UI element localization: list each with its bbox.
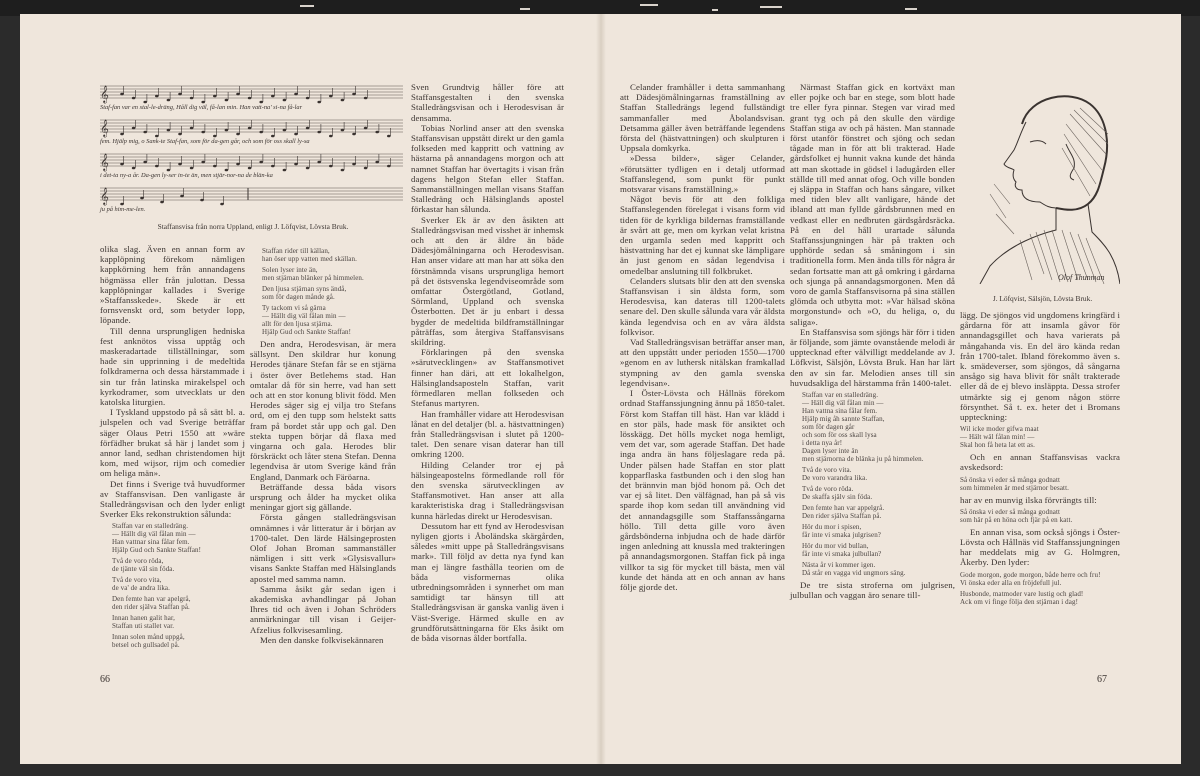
music-note [155, 135, 159, 138]
music-note [190, 167, 194, 170]
music-note [271, 165, 275, 168]
music-note [178, 93, 182, 96]
verse-line: Staffan var en stalledräng. [112, 522, 189, 531]
verse-stanza [802, 504, 955, 520]
music-note [155, 95, 159, 98]
music-note [387, 165, 391, 168]
verse-block [802, 391, 955, 577]
paragraph: Men den danske folkvisekännaren [260, 634, 384, 645]
music-note [220, 203, 224, 206]
paragraph: En Staffansvisa som sjöngs här förr i tiden är följande, som jämte ovanstående melodi är upptecknad efter välvilligt meddelande av J. Löfkvist, Sälsjön, Lövsta Bruk. Han har lärt den av sin far. Melodien anses till sin huvudsakliga del härstamma från 1400-talet. [790, 326, 955, 388]
portrait-caption: J. Löfqvist, Sälsjön, Lövsta Bruk. [992, 294, 1093, 303]
paragraph: Något bevis för att den folkliga Staffanslegenden förelegat i visans form vid tiden för de kyrkliga bildernas framställande är svårt att ge, men om kyrkan velat kristna den urgamla seden med kappritt och hästvattning har det ej kunnat ske lämpligare än just genom en sådan legendvisa i omedelbar anslutning till folkbruket. [620, 194, 785, 276]
verse-line: Den ljusa stjärnan syns ändå, [262, 285, 347, 293]
verse-line: Vi önska eder alla en fröjdefull jul. [960, 578, 1062, 587]
verse-line: Hjälp Gud och Sankte Staffan! [112, 546, 202, 555]
verse-line: den rider själva Staffan på. [112, 603, 190, 612]
music-note [132, 97, 136, 100]
verse-line: han öser upp vatten med skällan. [262, 255, 357, 263]
music-note [283, 99, 287, 102]
music-note [306, 167, 310, 170]
music-caption: Staffansvisa från norra Uppland, enligt J. Löfqvist, Lövsta Bruk. [157, 222, 349, 231]
music-note [120, 203, 124, 206]
music-note [352, 133, 356, 136]
treble-clef-icon: 𝄞 [100, 189, 109, 205]
music-note [190, 97, 194, 100]
music-note [329, 135, 333, 138]
music-note [283, 129, 287, 132]
music-note [294, 93, 298, 96]
verse-stanza [802, 561, 955, 577]
music-note [317, 161, 321, 164]
verse-stanza [112, 576, 245, 592]
verse-line: Innan hanen galit har, [112, 614, 175, 623]
paragraph: I Tyskland uppstodo på så sätt bl. a. julspelen och vad Sverige beträffar säger Olaus Petri 1550 att »wäre förfädher brukat så här j landet som j annor land, sedhan christendomen hijt kom, med wijsor, rijm och comedier om heliga män». [100, 407, 245, 479]
paragraph: Till denna ursprungligen hedniska fest anknötos vissa upptåg och maskeradartade tillställningar, som hade sin upprinning i de medeltida folkdramerna och dessa härstammade i sin tur från latinska mirakelspel och kyrkodramer, som utvecklats ur den katolska liturgien. [100, 325, 245, 408]
paragraph: Tobias Norlind anser att den svenska Staffansvisan uppstått direkt ur den gamla folkseden med kappritt och vattning av hästarna på annandagens morgon och att namnet Staffan har övertagits i visan från dagens helgon Stefan eller Staffan. Sammanställningen mellan visans Staffan Stalledräng och Hälsinglands apostel förkastar han sålunda. [411, 122, 564, 215]
paragraph: lägg. De sjöngos vid ungdomens kringfärd i gårdarna för att insamla gåvor för annandagsgillet och hava varierats på mångahanda vis. En del äro kända redan från 1700-talet. Ibland förekommo även s. k. smädeverser, som sjöngos, då sångarna ansågo sig hava blivit för snålt trakterade eller då de ej blevo insläppta. Dessa strofer utmärkte sig ej genom någon större försynthet. Så t. ex. heter det i Bromans uppteckning: [960, 310, 1120, 423]
page-number-right: 67 [1097, 674, 1107, 685]
verse-line: Han vattnar sina fålar fem. [112, 538, 190, 547]
verse-line: Innan solen månd uppgå, [112, 633, 185, 642]
music-note [225, 99, 229, 102]
verse-line: De skaffa själv sin föda. [802, 493, 873, 502]
music-note [317, 131, 321, 134]
verse-line: Den rider själva Staffan på. [802, 512, 882, 521]
verse-stanza [262, 247, 396, 263]
verse-line: — Hällt dig väl fålan min — [262, 312, 346, 320]
paragraph: I Öster-Lövsta och Hållnäs förekom ordnad Staffanssjungning ännu på 1850-talet. Först kom Staffan till häst. Han var klädd i en stor päls, hade mask för ansiktet och lösskägg. Det hölls mycket noga hemligt, vem det var, som agerade Staffan. Det hade inga andra än hans följeslagare reda på. Under pälsen hade Staffan en stor platt kopparflaska fastbunden och i den slog han det brännvin man bjöd honom på. Och det var ej så litet. Den välfägnad, han på så vis sparde ihop kom sedan till användning vid det annandagsgille som Staffanssångarna höllo. Till detta gille voro även gårdsbönderna inbjudna och de hade därför ingen anledning att knussla med trakteringen på annandagsmorgonen. Staffan fick på inga villkor ta sig för mycket till bästa, men väl kunde det hända att en och annan av hans följe gjorde det. [620, 388, 785, 592]
music-note [236, 93, 240, 96]
verse-line: De voro varandra lika. [802, 474, 868, 483]
paragraph: Celander framhåller i detta sammanhang att Dädesjömålningarnas framställning av Staffan Stalledrängs legend fullständigt sammanfaller med Åbolandsvisan. Detsamma gäller även beträffande legendens första del (hästvattningen) och skulpturen i Uppsala domkyrka. [620, 82, 785, 154]
music-note [248, 167, 252, 170]
music-note [294, 163, 298, 166]
music-note [143, 101, 147, 104]
verse-line: Gode morgon, gode morgon, både herre och fru! [960, 570, 1101, 579]
music-note [201, 161, 205, 164]
music-note [167, 169, 171, 172]
music-note [140, 197, 144, 200]
verse-line: som för dagen går [802, 423, 855, 432]
verse-line: — Hällt dig väl fålan min — [112, 530, 196, 539]
music-note [364, 127, 368, 130]
music-note [259, 131, 263, 134]
music-note [341, 169, 345, 172]
verse-stanza [112, 522, 245, 554]
music-lyric-line: Staf-fan var en stal-le-dräng, Håll dig väl, få-lan min. Han vatt-na' si-na få-lar [100, 104, 303, 111]
music-note [167, 99, 171, 102]
verse-stanza [802, 542, 955, 558]
paragraph: Beträffande dessa båda visors ursprung och ålder ha mycket olika meningar gjort sig gällande. [250, 481, 396, 513]
music-note [201, 101, 205, 104]
paragraph: Dessutom har ett fynd av Herodesvisan nyligen gjorts i Åboländska skärgården, således »mitt uppe på Stalledrängsvisans mark». Till följd av detta nya fynd kan man ej längre fasthålla teorien om de båda visformernas olika utbredningsområden i synnerhet om man samtidigt tar hänsyn till att Stalledrängsvisan är ganska vanlig även i Väst-Sverige. Härmed skulle en av grundförutsättningarna för Eks åsikt om de båda visornas ålder bortfalla. [411, 520, 564, 643]
paragraph: Celanders slutsats blir den att den svenska Staffansvisan i sin äldsta form, som Herodesvisa, kan dateras till 1200-talets senare del. Den skulle sålunda vara vår äldsta kända legendvisa och en av våra äldsta folkvisor. [620, 275, 785, 337]
music-note [364, 167, 368, 170]
verse-block [960, 476, 1120, 492]
portrait-signature: Olof Thunman [1058, 273, 1105, 282]
paragraph: »Dessa bilder», säger Celander, »förutsätter tydligen en i detalj utformad Staffanslegend, som punkt för punkt motsvarar visans framställning.» [620, 153, 785, 195]
verse-stanza [112, 595, 245, 611]
verse-line: Så önska vi eder så många godnatt [960, 475, 1061, 484]
verse-line: Två de voro vita. [802, 466, 852, 475]
verse-line: de va' de andra lika. [112, 584, 170, 593]
music-note [259, 101, 263, 104]
music-lyric-line: i det-ta ny-a år. Da-gen ly-ser in-te än, men stjär-nor-na de blän-ka [100, 172, 273, 179]
paragraph: Den andra, Herodesvisan, är mera sällsynt. Den skildrar hur konung Herodes tjänare Stefan får se en stjärna i öster över Betlehems stad. Han omtalar då för sin herre, vad han sett och att en stor konung blivit född. Men Herodes säger sig ej vilja tro Stefans ord, om ej den tupp som helstekt satts fram på bordet står upp och gal. Den stekta tuppen börjar då flaxa med vingarna och gala. Herodes blir förskräckt och låter stena Stefan. Denna legendvisa är utom Sverige känd från England, Danmark och Färöarna. [250, 339, 396, 482]
left-column-3 [411, 82, 564, 643]
treble-clef-icon: 𝄞 [100, 121, 109, 137]
paragraph: Vad Stalledrängsvisan beträffar anser man, att den uppstått under perioden 1550—1700 »genom en av luthersk nitälskan framkallad stympning av den gamla svenska legendvisan». [620, 337, 785, 388]
music-note [317, 101, 321, 104]
paragraph: Sven Grundtvig håller före att Staffansgestalten i den svenska Stalledrängsvisan och i Herodesvisan är densamma. [411, 82, 564, 123]
music-note [200, 199, 204, 202]
music-note [329, 95, 333, 98]
music-note [132, 167, 136, 170]
verse-stanza [802, 391, 955, 463]
verse-line: Hjälp Gud och Sankte Staffan! [262, 328, 352, 336]
music-note [387, 135, 391, 138]
verse-line: som här på en höna och fjär på en katt. [960, 515, 1073, 524]
verse-line: Två de voro röda, [112, 557, 164, 566]
paragraph: har av en munvig ilska förvrängts till: [960, 494, 1097, 505]
music-note [213, 135, 217, 138]
music-note [375, 131, 379, 134]
treble-clef-icon: 𝄞 [100, 87, 109, 103]
verse-line: Hör du mor vid bullan, [802, 542, 869, 551]
scan-speck [520, 8, 530, 10]
music-note [120, 93, 124, 96]
verse-block [960, 508, 1120, 524]
scan-speck [905, 8, 917, 10]
verse-line: men stjärnan blänker på himmelen. [262, 274, 364, 282]
verse-stanza [262, 285, 396, 301]
paragraph: Närmast Staffan gick en kortväxt man eller pojke och bar en stege, som blott hade tre eller fyra pinnar. Stegen var virad med grant tyg och på den skulle den värdige Staffan stiga av och på hästen. Man stannade först utanför fönstret och sjöng och sedan tågade man in för att bli trakterad. Hade gårdsfolket ej hunnit vakna kunde det hända att man skottade in gödsel i ladugården eller ställde till med annat ofog. Och ville bonden ej släppa in Staffan och hans sångare, vilket med tiden blev allt vanligare, hände det ibland att man fyllde gårdsbrunnen med en vedkast eller en nedbruten gärdsgårdsräcka. På en del håll urartade sålunda Staffanssjungningen här på trakten och upphörde sedan så småningom i sin traditionella form. Men ända tills för några år sedan fortsatte man att gå omkring i gårdarna och sjunga på annandagsmorgonen. Men då voro de gamla Staffansvisorna på sina ställen glömda och utbytta mot: »Var hälsad sköna morgonstund» och »O, du heliga, o, du saliga». [790, 82, 955, 327]
music-note [364, 97, 368, 100]
scan-speck [300, 5, 314, 7]
verse-stanza [112, 614, 245, 630]
music-note [341, 99, 345, 102]
paragraph: Det finns i Sverige två huvudformer av Staffansvisan. Den vanligaste är Stalledrängsvisan och den lyder enligt Sverker Eks rekonstruktion sålunda: [100, 478, 245, 520]
verse-stanza [262, 266, 396, 282]
music-lyric-line: ju på him-me-len. [100, 206, 146, 213]
verse-line: Nästa år vi kommer igen. [802, 561, 876, 570]
scan-speck [760, 6, 782, 8]
treble-clef-icon: 𝄞 [100, 155, 109, 171]
music-note [248, 127, 252, 130]
paragraph: olika slag. Även en annan form av kapplöpning förekom nämligen kappkörning hem från annandagens högmässa eller från julottan. Dessa kapplöpningar kallades i Sverige »Staffansskede». Skede är ett fornsvenskt ord, som betyder lopp, löpande. [100, 244, 245, 326]
music-note [271, 95, 275, 98]
verse-block [960, 571, 1120, 587]
music-note [180, 195, 184, 198]
paragraph: De tre sista stroferna om julgrisen, julbullan och vaggan äro senare till- [790, 580, 955, 601]
music-note [225, 129, 229, 132]
music-note [294, 133, 298, 136]
music-note [160, 201, 164, 204]
paragraph: Samma åsikt går sedan igen i akademiska avhandlingar på Johan Ihres tid och även i Johan Schröders anmärkningar till visan i Geijer-Afzelius folkvisesamling. [250, 583, 396, 635]
verse-line: Så önska vi eder så många godnatt [960, 507, 1061, 516]
verse-block [262, 247, 396, 336]
verse-stanza [112, 633, 245, 649]
verse-line: som för dagen månde gå. [262, 293, 335, 301]
right-column-1 [620, 82, 785, 592]
music-note [143, 131, 147, 134]
verse-stanza [802, 466, 955, 482]
music-note [329, 165, 333, 168]
verse-line: Husbonde, matmoder vare lustig och glad! [960, 589, 1084, 598]
scan-speck [640, 4, 658, 6]
music-note [190, 127, 194, 130]
verse-line: — Häll dig väl fålan min — [802, 399, 884, 408]
paragraph: Hilding Celander tror ej på hälsingeapostelns förmedlande roll för den svenska särutvecklingen av Staffansmotivet. Han anser att alla karakteristiska drag i Stalledrängsvisan kunna härledas direkt ur Herodesvisan. [411, 459, 564, 521]
verse-line: Staffan rider till källan, [262, 247, 330, 255]
verse-line: — Hält wäl fålan min! — [960, 433, 1035, 442]
music-note [178, 133, 182, 136]
music-note [120, 163, 124, 166]
verse-line: får inte vi smaka julgrisen? [802, 531, 881, 540]
verse-line: Dagen lyser inte än [802, 447, 859, 456]
verse-line: Wil icke moder gifwa maat [960, 425, 1039, 434]
verse-line: Ty tackom vi så gärna [262, 304, 326, 312]
paragraph: Sverker Ek är av den åsikten att Stalledrängsvisan med visshet är inhemsk och att den är äldre än både Dädesjömålningarna och Herodesvisan. Han anser vidare att man har att söka den förstnämnda visans ursprungliga hemort på det östsvenska legendviseområde som omfattar Östergötland, Gotland, Sörmland, Uppland och svenska Österbotten. Det är ju enbart i dessa bygder de medeltida bildframställningar påträffas, som återgiva Staffansvisans skildring. [411, 214, 564, 348]
paragraph: Och en annan Staffansvisas vackra avskedsord: [960, 452, 1120, 473]
music-note [259, 161, 263, 164]
verse-line: och som för oss skall lysa [802, 431, 877, 440]
right-column-3 [960, 310, 1120, 609]
verse-line: Hör du mor i spisen, [802, 523, 862, 532]
verse-line: Staffan uti stallet var. [112, 622, 175, 631]
music-note [341, 129, 345, 132]
right-column-2 [790, 82, 955, 601]
verse-line: de tjänte väl sin föda. [112, 565, 175, 574]
verse-line: men stjärnorna de blänka ju på himmelen. [802, 455, 924, 464]
music-note [352, 163, 356, 166]
music-note [120, 133, 124, 136]
verse-line: Den femte han var apelgrå, [112, 595, 191, 604]
music-note [178, 163, 182, 166]
music-note [213, 95, 217, 98]
music-note [248, 97, 252, 100]
verse-line: som himmelen är med stjärnor besatt. [960, 483, 1069, 492]
music-note [155, 165, 159, 168]
music-note [132, 127, 136, 130]
verse-line: allt för den ljusa stjärna. [262, 320, 333, 328]
verse-block [960, 425, 1120, 449]
left-column-1 [100, 244, 245, 652]
music-note [143, 161, 147, 164]
verse-line: Ack om vi finge följa den stjärnan i dag! [960, 597, 1079, 606]
music-note [236, 133, 240, 136]
verse-line: betsel och gullsadel på. [112, 641, 180, 650]
music-lyric-line: fem. Hjälp mig, o Sank-te Staf-fan, som för da-gen går, och som för oss skall ly-sa [100, 138, 310, 145]
verse-line: får inte vi smaka julbullan? [802, 550, 882, 559]
verse-line: Solen lyser inte än, [262, 266, 318, 274]
verse-block [960, 590, 1120, 606]
verse-line: i detta nya år! [802, 439, 843, 448]
verse-block [112, 522, 245, 649]
verse-line: Skal hon få heta lat ett as. [960, 441, 1035, 450]
verse-line: Två de voro röda. [802, 485, 854, 494]
verse-stanza [802, 523, 955, 539]
music-note [271, 135, 275, 138]
music-note [306, 97, 310, 100]
music-note [283, 169, 287, 172]
music-note [236, 163, 240, 166]
music-note [213, 165, 217, 168]
verse-line: Då står en vagga vid ungmors säng. [802, 569, 906, 578]
music-note [201, 131, 205, 134]
music-note [375, 161, 379, 164]
verse-line: Den femte han var appelgrå. [802, 504, 885, 513]
paragraph: En annan visa, som också sjöngs i Öster-Lövsta och Hållnäs vid Staffanssjungningen har meddelats mig av G. Holmgren, Åkerby. Den lyder: [960, 526, 1120, 568]
music-notation [98, 82, 408, 217]
music-note [167, 129, 171, 132]
verse-stanza [112, 557, 245, 573]
paragraph: Första gången stalledrängsvisan omnämnes i vår litteratur är i början av 1700-talet. Den lärde Hälsingeprosten Olof Johan Broman sammanställer nämligen i sitt verk »Glysisvallur» visans Sankte Staffan med Hälsinglands apostel med samma namn. [250, 512, 396, 584]
music-note [352, 93, 356, 96]
music-note [306, 127, 310, 130]
scan-speck [712, 9, 718, 11]
verse-line: Två de voro vita, [112, 576, 162, 585]
music-note [225, 169, 229, 172]
verse-line: Hjälp mig åh sannte Staffan, [802, 415, 885, 424]
verse-stanza [802, 485, 955, 501]
verse-line: Han vattna sina fålar fem. [802, 407, 878, 416]
portrait-illustration [970, 84, 1120, 284]
page-number-left: 66 [100, 674, 110, 685]
verse-line: Staffan var en stalledräng. [802, 391, 879, 400]
book-gutter [596, 14, 606, 764]
verse-stanza [262, 304, 396, 336]
paragraph: Han framhåller vidare att Herodesvisan lånat en del detaljer (bl. a. hästvattningen) från Stalledrängsvisan i slutet på 1200-talet. Den senare visan daterar han till omkring 1200. [411, 408, 564, 460]
left-column-2 [250, 244, 396, 645]
paragraph: Förklaringen på den svenska »särutvecklingen» av Staffansmotivet finner han däri, att ett lokalhelgon, Hälsinglandsaposteln Staffan, varit förmedlaren mellan folkseden och Stefanus martyren. [411, 347, 564, 409]
